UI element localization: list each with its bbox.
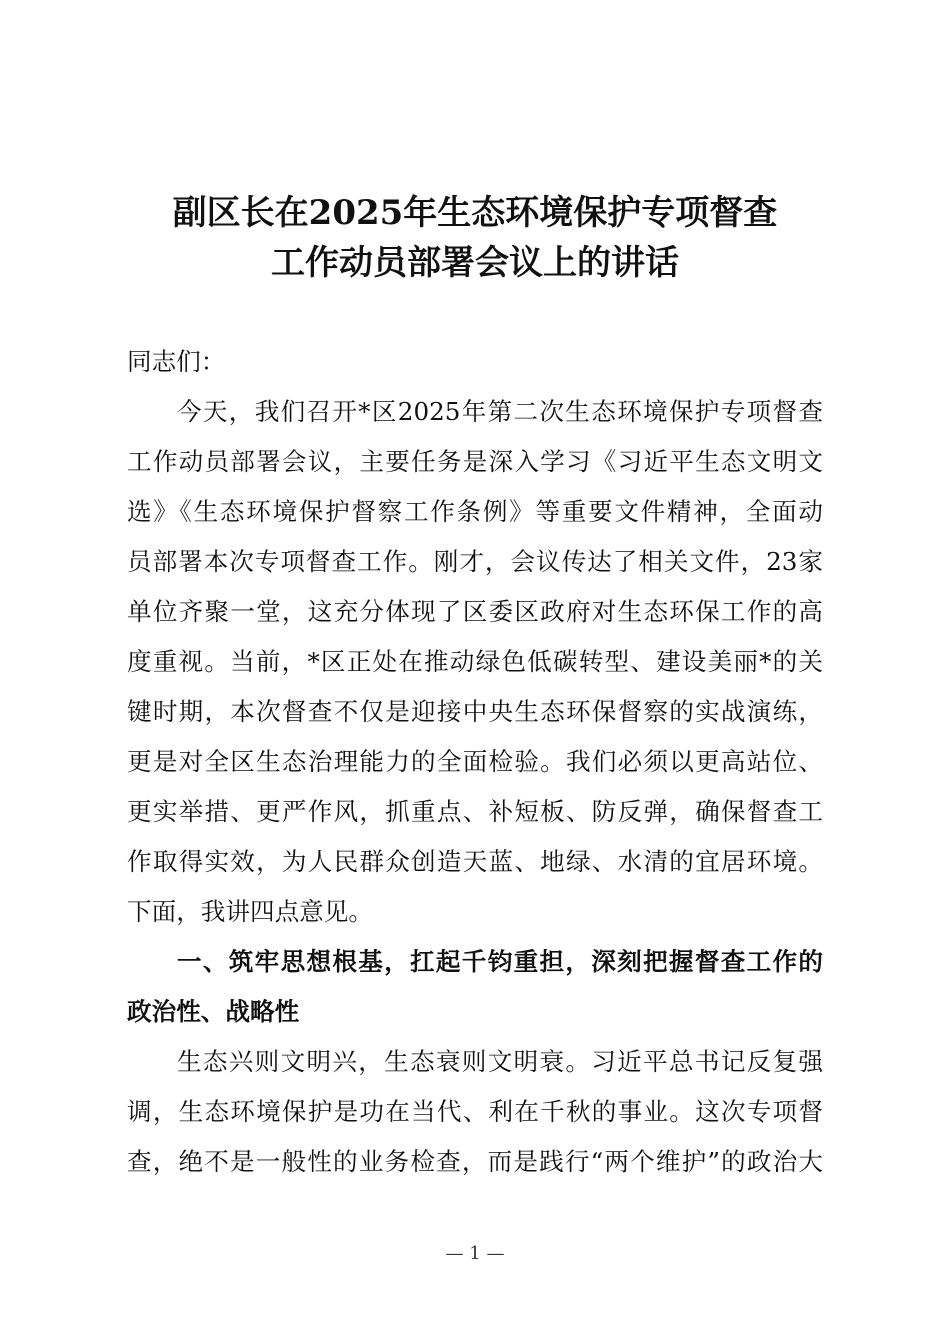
text-line: 政治性、战略性 [127,997,300,1026]
text-line: 作取得实效，为人民群众创造天蓝、地绿、水清的宜居环境。 [127,847,823,876]
text-line: 更实举措、更严作风，抓重点、补短板、防反弹，确保督查工 [127,797,823,826]
text-line: 更是对全区生态治理能力的全面检验。我们必须以更高站位、 [127,747,823,776]
text-line: 一、筑牢思想根基，扛起千钧重担，深刻把握督查工作的 [177,947,823,976]
text-line: 选》《生态环境保护督察工作条例》等重要文件精神，全面动 [127,497,823,526]
page-number: — 1 — [445,1243,505,1264]
title-line-1: 副区长在2025年生态环境保护专项督查 [172,193,778,233]
text-line: 下面，我讲四点意见。 [127,897,373,926]
text-line: 今天，我们召开*区2025年第二次生态环境保护专项督查 [177,397,823,426]
text-line: 工作动员部署会议，主要任务是深入学习《习近平生态文明文 [127,447,823,476]
salutation: 同志们： [127,347,226,376]
text-line: 员部署本次专项督查工作。刚才，会议传达了相关文件，23家 [127,547,823,576]
text-line: 调，生态环境保护是功在当代、利在千秋的事业。这次专项督 [127,1097,823,1126]
title-line-2: 工作动员部署会议上的讲话 [271,243,679,283]
text-line: 键时期，本次督查不仅是迎接中央生态环保督察的实战演练， [127,697,823,726]
text-line: 生态兴则文明兴，生态衰则文明衰。习近平总书记反复强 [177,1047,823,1076]
text-line: 度重视。当前，*区正处在推动绿色低碳转型、建设美丽*的关 [127,647,823,676]
text-line: 查，绝不是一般性的业务检查，而是践行“两个维护”的政治大 [127,1147,823,1176]
text-line: 单位齐聚一堂，这充分体现了区委区政府对生态环保工作的高 [127,597,823,626]
